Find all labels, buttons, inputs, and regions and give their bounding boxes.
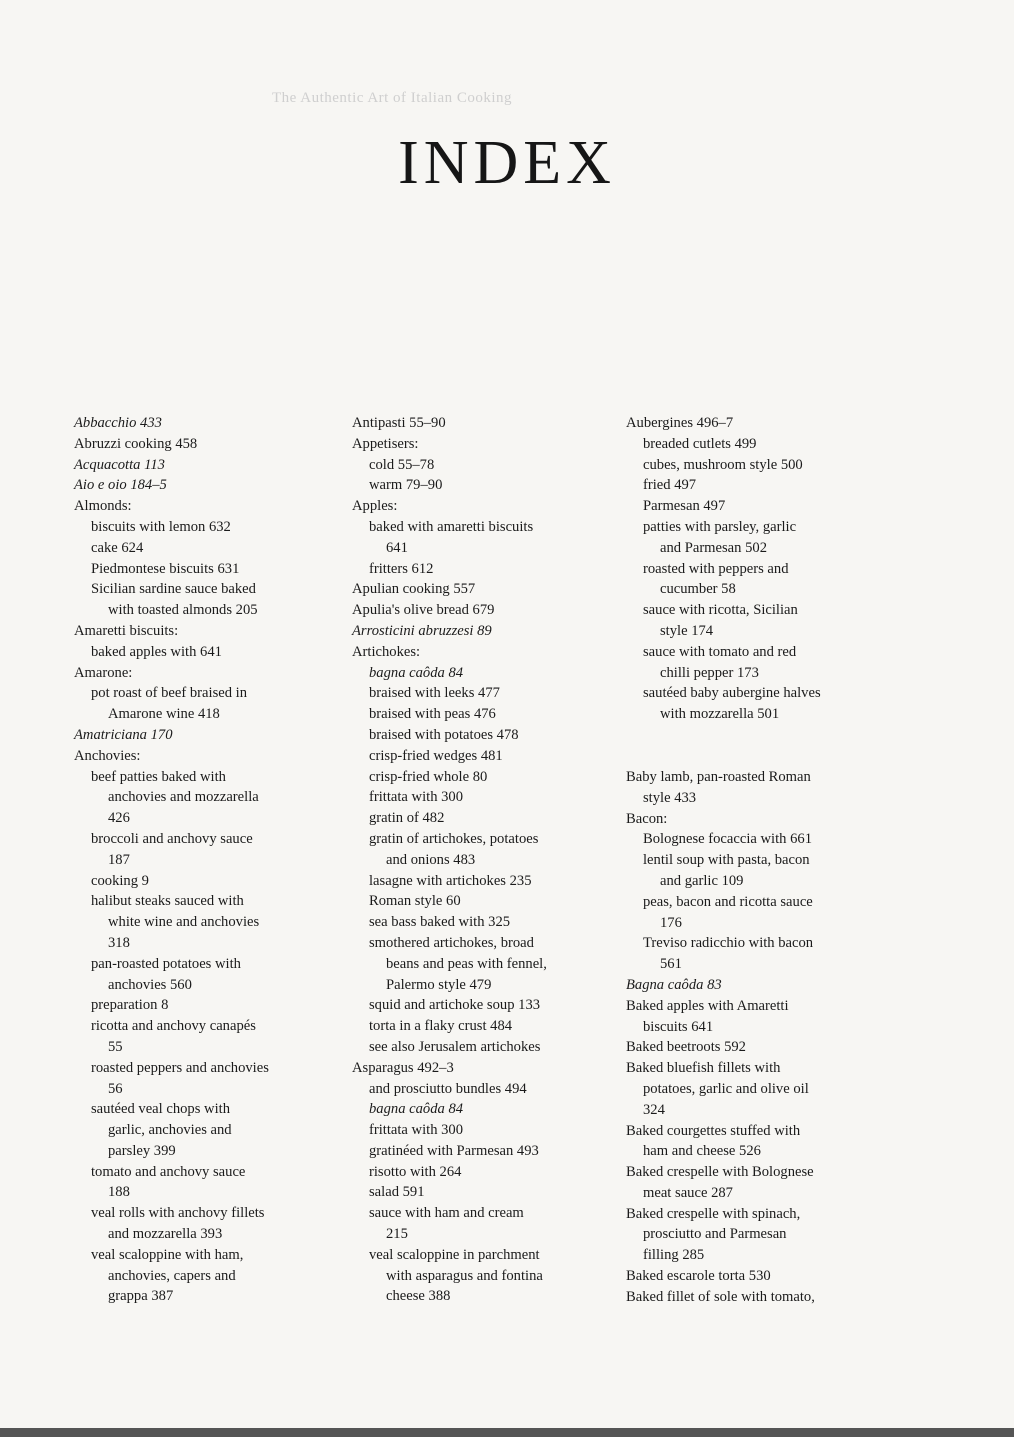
index-entry-line: fritters 612: [369, 560, 434, 577]
index-entry-line: torta in a flaky crust 484: [369, 1018, 513, 1035]
index-entry-line: Abbacchio 433: [74, 415, 162, 431]
index-entry-line: Amatriciana 170: [74, 726, 173, 743]
index-entry-line: beans and peas with fennel,: [386, 955, 547, 972]
index-entry-line: 176: [660, 914, 682, 931]
index-entry-line: 641: [386, 539, 408, 556]
index-entry-line: ricotta and anchovy canapés: [91, 1018, 256, 1035]
index-entry-line: Amarone:: [74, 664, 133, 681]
index-entry-line: sauce with ham and cream: [369, 1205, 524, 1222]
index-entry-line: lasagne with artichokes 235: [369, 872, 532, 889]
index-entry-line: Aubergines 496–7: [626, 415, 734, 431]
index-entry-line: sea bass baked with 325: [369, 914, 511, 931]
index-entry-line: Roman style 60: [369, 893, 461, 910]
index-entry-line: Bagna caôda 83: [626, 976, 722, 993]
index-entry-line: Anchovies:: [74, 747, 141, 764]
index-entry-line: warm 79–90: [369, 477, 443, 494]
index-entry-line: Abruzzi cooking 458: [74, 435, 198, 452]
index-entry-line: Arrosticini abruzzesi 89: [352, 622, 492, 639]
index-entry-line: 56: [108, 1080, 123, 1097]
index-column-3: [626, 413, 876, 1308]
index-entry-line: Amarone wine 418: [108, 706, 220, 723]
index-entry-line: sautéed baby aubergine halves: [643, 685, 821, 702]
index-entry-line: veal scaloppine in parchment: [369, 1246, 540, 1263]
index-entry-line: grappa 387: [108, 1288, 174, 1305]
index-entry-line: preparation 8: [91, 997, 169, 1014]
index-entry-line: and prosciutto bundles 494: [369, 1080, 527, 1097]
index-entry-line: 324: [643, 1101, 665, 1118]
index-entry-line: 215: [386, 1226, 408, 1243]
index-entry-line: Bacon:: [626, 810, 668, 827]
index-entry-line: crisp-fried whole 80: [369, 768, 488, 785]
index-entry-line: fried 497: [643, 477, 697, 494]
index-entry-line: sautéed veal chops with: [91, 1101, 231, 1118]
index-entry-line: Palermo style 479: [386, 976, 492, 993]
index-entry-line: cooking 9: [91, 872, 149, 889]
index-entry-line: and garlic 109: [660, 872, 744, 889]
index-entry-line: anchovies and mozzarella: [108, 789, 259, 806]
index-entry-line: cold 55–78: [369, 456, 435, 473]
index-entry-line: risotto with 264: [369, 1163, 462, 1180]
index-entry-line: Parmesan 497: [643, 498, 726, 515]
index-entry-line: Apulia's olive bread 679: [352, 602, 495, 619]
index-entry-line: 318: [108, 934, 130, 951]
index-entry-line: with asparagus and fontina: [386, 1267, 543, 1284]
index-entry-line: Acquacotta 113: [74, 456, 165, 473]
index-entry-line: pot roast of beef braised in: [91, 685, 248, 702]
index-entry-line: ham and cheese 526: [643, 1143, 761, 1160]
index-entry-line: pan-roasted potatoes with: [91, 955, 241, 972]
index-entry-line: with toasted almonds 205: [108, 602, 258, 619]
index-column-1: [74, 413, 314, 1307]
index-entry-line: patties with parsley, garlic: [643, 518, 797, 535]
index-entry-line: cucumber 58: [660, 581, 736, 598]
index-entry-line: gratin of 482: [369, 810, 445, 827]
index-entry-line: anchovies, capers and: [108, 1267, 236, 1284]
index-entry-line: roasted with peppers and: [643, 560, 789, 577]
index-entry-line: gratinéed with Parmesan 493: [369, 1142, 539, 1159]
index-entry-line: frittata with 300: [369, 789, 464, 806]
index-entry-line: Baked apples with Amaretti: [626, 997, 789, 1014]
index-entry-line: halibut steaks sauced with: [91, 893, 244, 910]
index-entry-line: cubes, mushroom style 500: [643, 456, 803, 473]
index-entry-line: white wine and anchovies: [108, 914, 260, 931]
index-entry-line: prosciutto and Parmesan: [643, 1226, 787, 1243]
index-entry-line: 561: [660, 956, 682, 973]
index-entry-line: garlic, anchovies and: [108, 1122, 232, 1139]
index-entry-line: Apulian cooking 557: [352, 581, 476, 598]
index-entry-line: salad 591: [369, 1184, 425, 1201]
index-entry-line: beef patties baked with: [91, 768, 226, 785]
index-entry-line: meat sauce 287: [643, 1184, 733, 1201]
index-entry-line: Baked crespelle with spinach,: [626, 1205, 801, 1222]
index-entry-line: Almonds:: [74, 498, 132, 515]
index-entry-line: with mozzarella 501: [660, 706, 780, 723]
index-entry-line: squid and artichoke soup 133: [369, 997, 541, 1014]
index-entry-line: baked apples with 641: [91, 643, 222, 660]
index-entry-line: Baked courgettes stuffed with: [626, 1122, 801, 1139]
index-entry-line: smothered artichokes, broad: [369, 934, 534, 951]
index-entry-line: braised with leeks 477: [369, 685, 500, 702]
index-entry-line: chilli pepper 173: [660, 664, 759, 681]
index-entry-line: gratin of artichokes, potatoes: [369, 830, 539, 847]
index-column-2: [352, 413, 592, 1307]
page-bottom-edge: [0, 1428, 1014, 1437]
index-entry-line: 55: [108, 1038, 123, 1055]
index-entry-line: Baked bluefish fillets with: [626, 1060, 781, 1077]
index-entry-line: Aio e oio 184–5: [74, 477, 167, 494]
index-entry-line: roasted peppers and anchovies: [91, 1059, 269, 1076]
index-entry-line: and mozzarella 393: [108, 1226, 223, 1243]
index-entry-line: sauce with ricotta, Sicilian: [643, 602, 798, 619]
index-entry-line: cake 624: [91, 539, 144, 556]
index-entry-line: Appetisers:: [352, 435, 419, 452]
index-entry-line: Antipasti 55–90: [352, 415, 446, 431]
index-entry-line: braised with potatoes 478: [369, 726, 519, 743]
index-entry-line: Baked beetroots 592: [626, 1039, 746, 1056]
index-entry-line: Baked crespelle with Bolognese: [626, 1164, 814, 1181]
index-entry-line: and onions 483: [386, 851, 476, 868]
index-entry-line: veal rolls with anchovy fillets: [91, 1205, 265, 1222]
index-entry-line: Baked fillet of sole with tomato,: [626, 1288, 815, 1305]
index-entry-line: crisp-fried wedges 481: [369, 747, 503, 764]
index-entry-line: cheese 388: [386, 1288, 451, 1305]
index-entry-line: Artichokes:: [352, 643, 421, 660]
index-entry-line: anchovies 560: [108, 976, 192, 993]
index-entry-line: biscuits 641: [643, 1018, 714, 1035]
index-entry-line: parsley 399: [108, 1142, 176, 1159]
page-title: INDEX: [398, 129, 616, 197]
index-entry-line: filling 285: [643, 1247, 705, 1264]
index-entry-line: veal scaloppine with ham,: [91, 1246, 244, 1263]
index-entry-line: style 174: [660, 622, 714, 639]
index-entry-line: broccoli and anchovy sauce: [91, 830, 253, 847]
index-entry-line: 187: [108, 851, 130, 868]
index-entry-line: Apples:: [352, 498, 398, 515]
index-entry-line: tomato and anchovy sauce: [91, 1163, 246, 1180]
index-entry-line: lentil soup with pasta, bacon: [643, 852, 810, 869]
index-entry-line: peas, bacon and ricotta sauce: [643, 893, 813, 910]
index-entry-line: Bolognese focaccia with 661: [643, 831, 812, 848]
index-entry-line: frittata with 300: [369, 1122, 464, 1139]
index-entry-line: breaded cutlets 499: [643, 435, 757, 452]
show-through-running-head: The Authentic Art of Italian Cooking: [272, 90, 513, 106]
index-entry-line: Baby lamb, pan-roasted Roman: [626, 768, 811, 785]
index-entry-line: baked with amaretti biscuits: [369, 518, 534, 535]
index-entry-line: braised with peas 476: [369, 706, 496, 723]
index-entry-line: see also Jerusalem artichokes: [369, 1038, 541, 1055]
index-entry-line: style 433: [643, 789, 697, 806]
index-entry-line: Amaretti biscuits:: [74, 622, 179, 639]
index-entry-line: sauce with tomato and red: [643, 643, 797, 660]
index-entry-line: bagna caôda 84: [369, 664, 464, 681]
index-entry-line: 188: [108, 1184, 130, 1201]
index-entry-line: biscuits with lemon 632: [91, 518, 231, 535]
index-entry-line: Sicilian sardine sauce baked: [91, 581, 256, 598]
index-entry-line: Piedmontese biscuits 631: [91, 560, 240, 577]
index-entry-line: Asparagus 492–3: [352, 1059, 454, 1076]
index-entry-line: potatoes, garlic and olive oil: [643, 1080, 809, 1097]
index-entry-line: and Parmesan 502: [660, 539, 767, 556]
index-entry-line: bagna caôda 84: [369, 1101, 464, 1118]
index-entry-line: Baked escarole torta 530: [626, 1268, 771, 1285]
index-entry-line: Treviso radicchio with bacon: [643, 935, 814, 952]
index-entry-line: 426: [108, 810, 130, 827]
